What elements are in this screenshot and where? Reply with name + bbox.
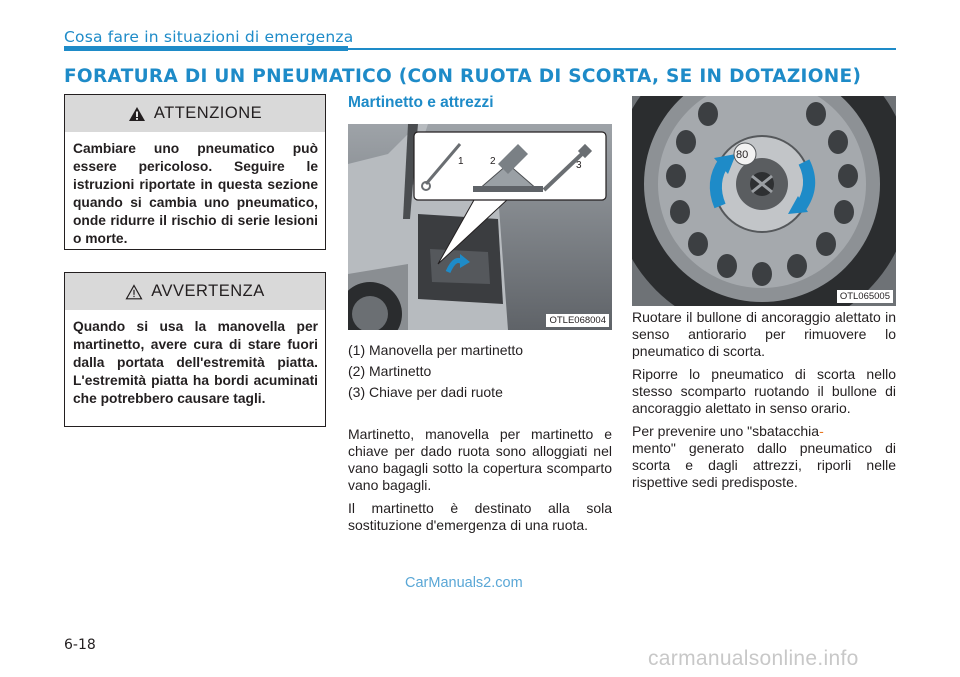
caution-box — [64, 272, 326, 427]
watermark-online: carmanualsonline.info — [648, 647, 859, 670]
callout-3: 3 — [576, 160, 582, 171]
jack-tools-photo — [348, 124, 612, 330]
callout-2: 2 — [490, 156, 496, 167]
callout-1: 1 — [458, 156, 464, 167]
list-item: (3) Chiave per dadi ruote — [348, 384, 503, 400]
warning-text: Cambiare uno pneumatico può essere pericoloso. Seguire le istruzioni riportate in questa sezione quando si cambia uno pneumatico, onde ridurre il rischio di serie lesioni o morte. — [73, 141, 318, 246]
jack-description — [348, 426, 612, 540]
jack-section-subtitle: Martinetto e attrezzi — [348, 94, 494, 111]
list-item: (2) Martinetto — [348, 363, 432, 379]
caution-triangle-icon — [125, 284, 143, 300]
spare-tire-description — [632, 309, 896, 497]
figure-code-spare: OTL065005 — [837, 290, 893, 303]
caution-heading: AVVERTENZA — [151, 282, 265, 300]
hyphen: - — [819, 423, 824, 439]
spare-tire-illustration — [632, 96, 896, 306]
header-rule-thick — [64, 46, 348, 51]
spare-tire-photo — [632, 96, 896, 306]
caution-text: Quando si usa la manovella per martinetto, avere cura di stare fuori dalla portata dell'estremità piatta. L'estremità piatta ha bordi acuminati che potrebbero causare tagli. — [73, 319, 318, 406]
warning-triangle-icon — [128, 106, 146, 122]
paragraph: Riporre lo pneumatico di scorta nello stesso scomparto ruotando il bullone di ancoraggio alettato in senso orario. — [632, 366, 896, 416]
paragraph: Ruotare il bullone di ancoraggio alettato in senso antiorario per rimuovere lo pneumatico di scorta. — [632, 309, 896, 359]
header-rule-thin — [348, 48, 896, 50]
jack-tools-illustration — [348, 124, 612, 330]
figure-code-tools: OTLE068004 — [546, 314, 609, 327]
warning-box — [64, 94, 326, 250]
section-header: Cosa fare in situazioni di emergenza — [64, 28, 354, 46]
paragraph-start: Per prevenire uno "sbatacchia — [632, 423, 820, 439]
warning-box-header — [65, 95, 325, 132]
page-title: FORATURA DI UN PNEUMATICO (CON RUOTA DI SCORTA, SE IN DOTAZIONE) — [64, 66, 862, 87]
page-number: 6-18 — [64, 637, 96, 653]
paragraph-end: mento" generato dallo pneumatico di scorta e dagli attrezzi, riporli nelle rispettive sedi predisposte. — [632, 440, 896, 490]
caution-box-header — [65, 273, 325, 310]
paragraph — [632, 423, 896, 491]
warning-heading: ATTENZIONE — [153, 104, 263, 122]
paragraph: Martinetto, manovella per martinetto e chiave per dado ruota sono alloggiati nel vano bagagli sotto la copertura scomparto vano bagagli. — [348, 426, 612, 493]
paragraph: Il martinetto è destinato alla sola sostituzione d'emergenza di una ruota. — [348, 500, 612, 533]
tire-label: 80 — [736, 149, 749, 161]
watermark-carmanuals: CarManuals2.com — [405, 575, 523, 591]
tools-list — [348, 342, 612, 405]
list-item: (1) Manovella per martinetto — [348, 342, 524, 358]
